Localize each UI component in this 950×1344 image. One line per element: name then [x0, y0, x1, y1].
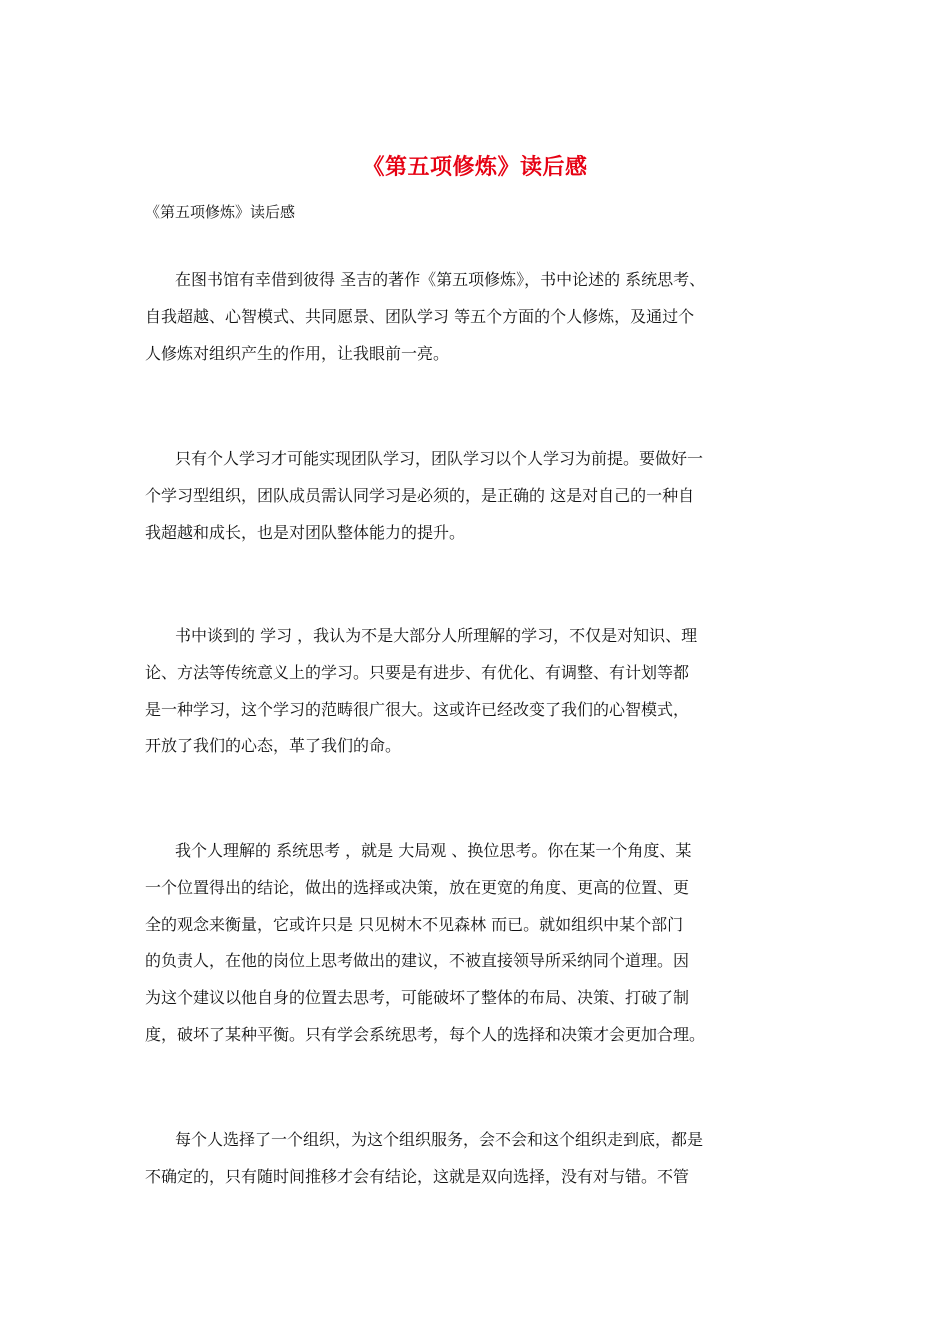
paragraph-line: 一个位置得出的结论，做出的选择或决策，放在更宽的角度、更高的位置、更 — [145, 877, 690, 897]
paragraph-line: 全的观念来衡量，它或许只是 只见树木不见森林 而已。就如组织中某个部门 — [145, 914, 684, 934]
document-title: 《第五项修炼》读后感 — [362, 154, 588, 180]
paragraph-line: 个学习型组织，团队成员需认同学习是必须的，是正确的 这是对自己的一种自 — [145, 485, 695, 505]
paragraph-3 — [145, 618, 813, 765]
paragraph-line: 开放了我们的心态，革了我们的命。 — [145, 736, 402, 756]
paragraph-line: 自我超越、心智模式、共同愿景、团队学习 等五个方面的个人修炼，及通过个 — [145, 306, 695, 326]
paragraph-line: 书中谈到的 学习 ，我认为不是大部分人所理解的学习，不仅是对知识、理 — [175, 626, 698, 645]
paragraph-line: 的负责人，在他的岗位上思考做出的建议，不被直接领导所采纳同个道理。因 — [145, 951, 690, 971]
paragraph-line: 度，破坏了某种平衡。只有学会系统思考，每个人的选择和决策才会更加合理。 — [145, 1024, 706, 1044]
paragraph-5 — [145, 1122, 813, 1196]
document-subtitle: 《第五项修炼》读后感 — [145, 203, 296, 221]
paragraph-line: 不确定的，只有随时间推移才会有结论，这就是双向选择，没有对与错。不管 — [145, 1166, 690, 1186]
paragraph-line: 我超越和成长，也是对团队整体能力的提升。 — [145, 522, 466, 542]
paragraph-1 — [145, 262, 813, 372]
paragraph-4 — [145, 833, 813, 1054]
paragraph-line: 每个人选择了一个组织，为这个组织服务，会不会和这个组织走到底，都是 — [175, 1130, 704, 1149]
paragraph-line: 是一种学习，这个学习的范畴很广很大。这或许已经改变了我们的心智模式， — [145, 699, 690, 719]
paragraph-line: 我个人理解的 系统思考 ，就是 大局观 、换位思考。你在某一个角度、某 — [175, 841, 692, 860]
paragraph-line: 人修炼对组织产生的作用，让我眼前一亮。 — [145, 343, 450, 363]
paragraph-2 — [145, 441, 813, 551]
paragraph-line: 在图书馆有幸借到彼得 圣吉的著作《第五项修炼》，书中论述的 系统思考、 — [175, 270, 706, 289]
paragraph-line: 为这个建议以他自身的位置去思考，可能破坏了整体的布局、决策、打破了制 — [145, 988, 690, 1008]
paragraph-line: 论、方法等传统意义上的学习。只要是有进步、有优化、有调整、有计划等都 — [145, 662, 690, 682]
paragraph-line: 只有个人学习才可能实现团队学习，团队学习以个人学习为前提。要做好一 — [175, 449, 704, 468]
